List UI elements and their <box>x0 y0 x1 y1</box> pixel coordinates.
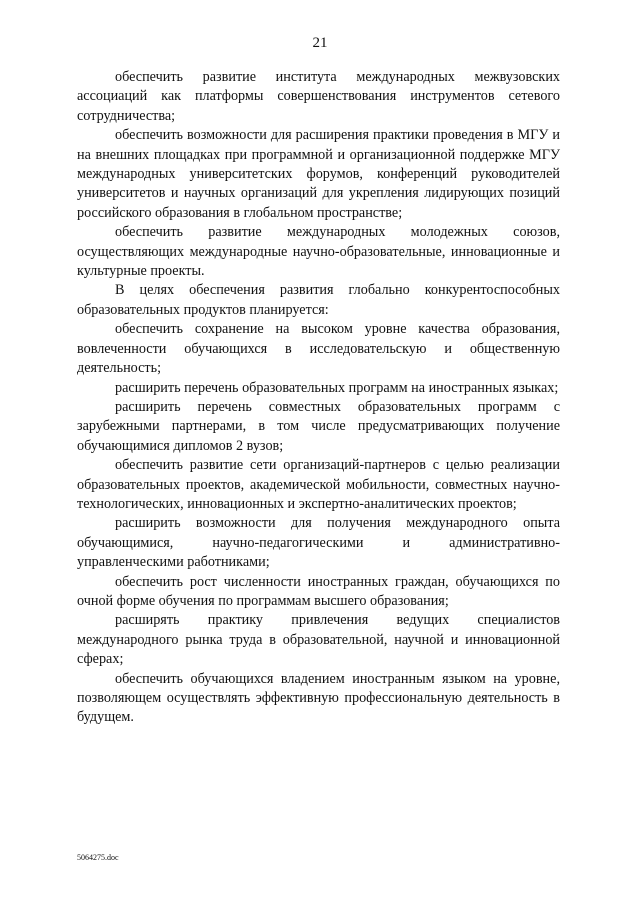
paragraph: обеспечить сохранение на высоком уровне качества образования, вовлеченности обучающихся в исследовательскую и общественную деятельность; <box>77 321 560 377</box>
paragraph: расширять практику привлечения ведущих специалистов международного рынка труда в образовательной, научной и инновационной сферах; <box>77 612 560 668</box>
footer-filename: 5064275.doc <box>77 853 119 862</box>
page-number: 21 <box>312 35 328 51</box>
paragraph: обеспечить обучающихся владением иностранным языком на уровне, позволяющем осуществлять эффективную профессиональную деятельность в будущем. <box>77 670 560 726</box>
paragraph: обеспечить возможности для расширения практики проведения в МГУ и на внешних площадках при программной и организационной поддержке МГУ международных университетских форумов, конференций руководителей университетов и научных организаций для укрепления лидирующих позиций российского образования в глобальном пространстве; <box>77 127 560 221</box>
paragraph: расширить перечень образовательных программ на иностранных языках; <box>115 379 559 396</box>
document-body <box>77 68 560 728</box>
paragraph: обеспечить развитие сети организаций-партнеров с целью реализации образовательных проектов, академической мобильности, совместных научно-технологических, инновационных и экспертно-аналитических проектов; <box>77 457 560 512</box>
paragraph: расширить перечень совместных образовательных программ с зарубежными партнерами, в том числе предусматривающих получение обучающимися дипломов 2 вузов; <box>77 398 560 454</box>
paragraph: расширить возможности для получения международного опыта обучающимися, научно-педагогическими и административно-управленческими работниками; <box>77 515 560 571</box>
paragraph: В целях обеспечения развития глобально конкурентоспособных образовательных продуктов планируется: <box>77 282 560 318</box>
paragraph: обеспечить рост численности иностранных граждан, обучающихся по очной форме обучения по программам высшего образования; <box>77 573 560 609</box>
paragraph: обеспечить развитие института международных межвузовских ассоциаций как платформы совершенствования инструментов сетевого сотрудничества; <box>77 69 560 124</box>
paragraph: обеспечить развитие международных молодежных союзов, осуществляющих международные научно-образовательные, инновационные и культурные проекты. <box>77 224 560 280</box>
